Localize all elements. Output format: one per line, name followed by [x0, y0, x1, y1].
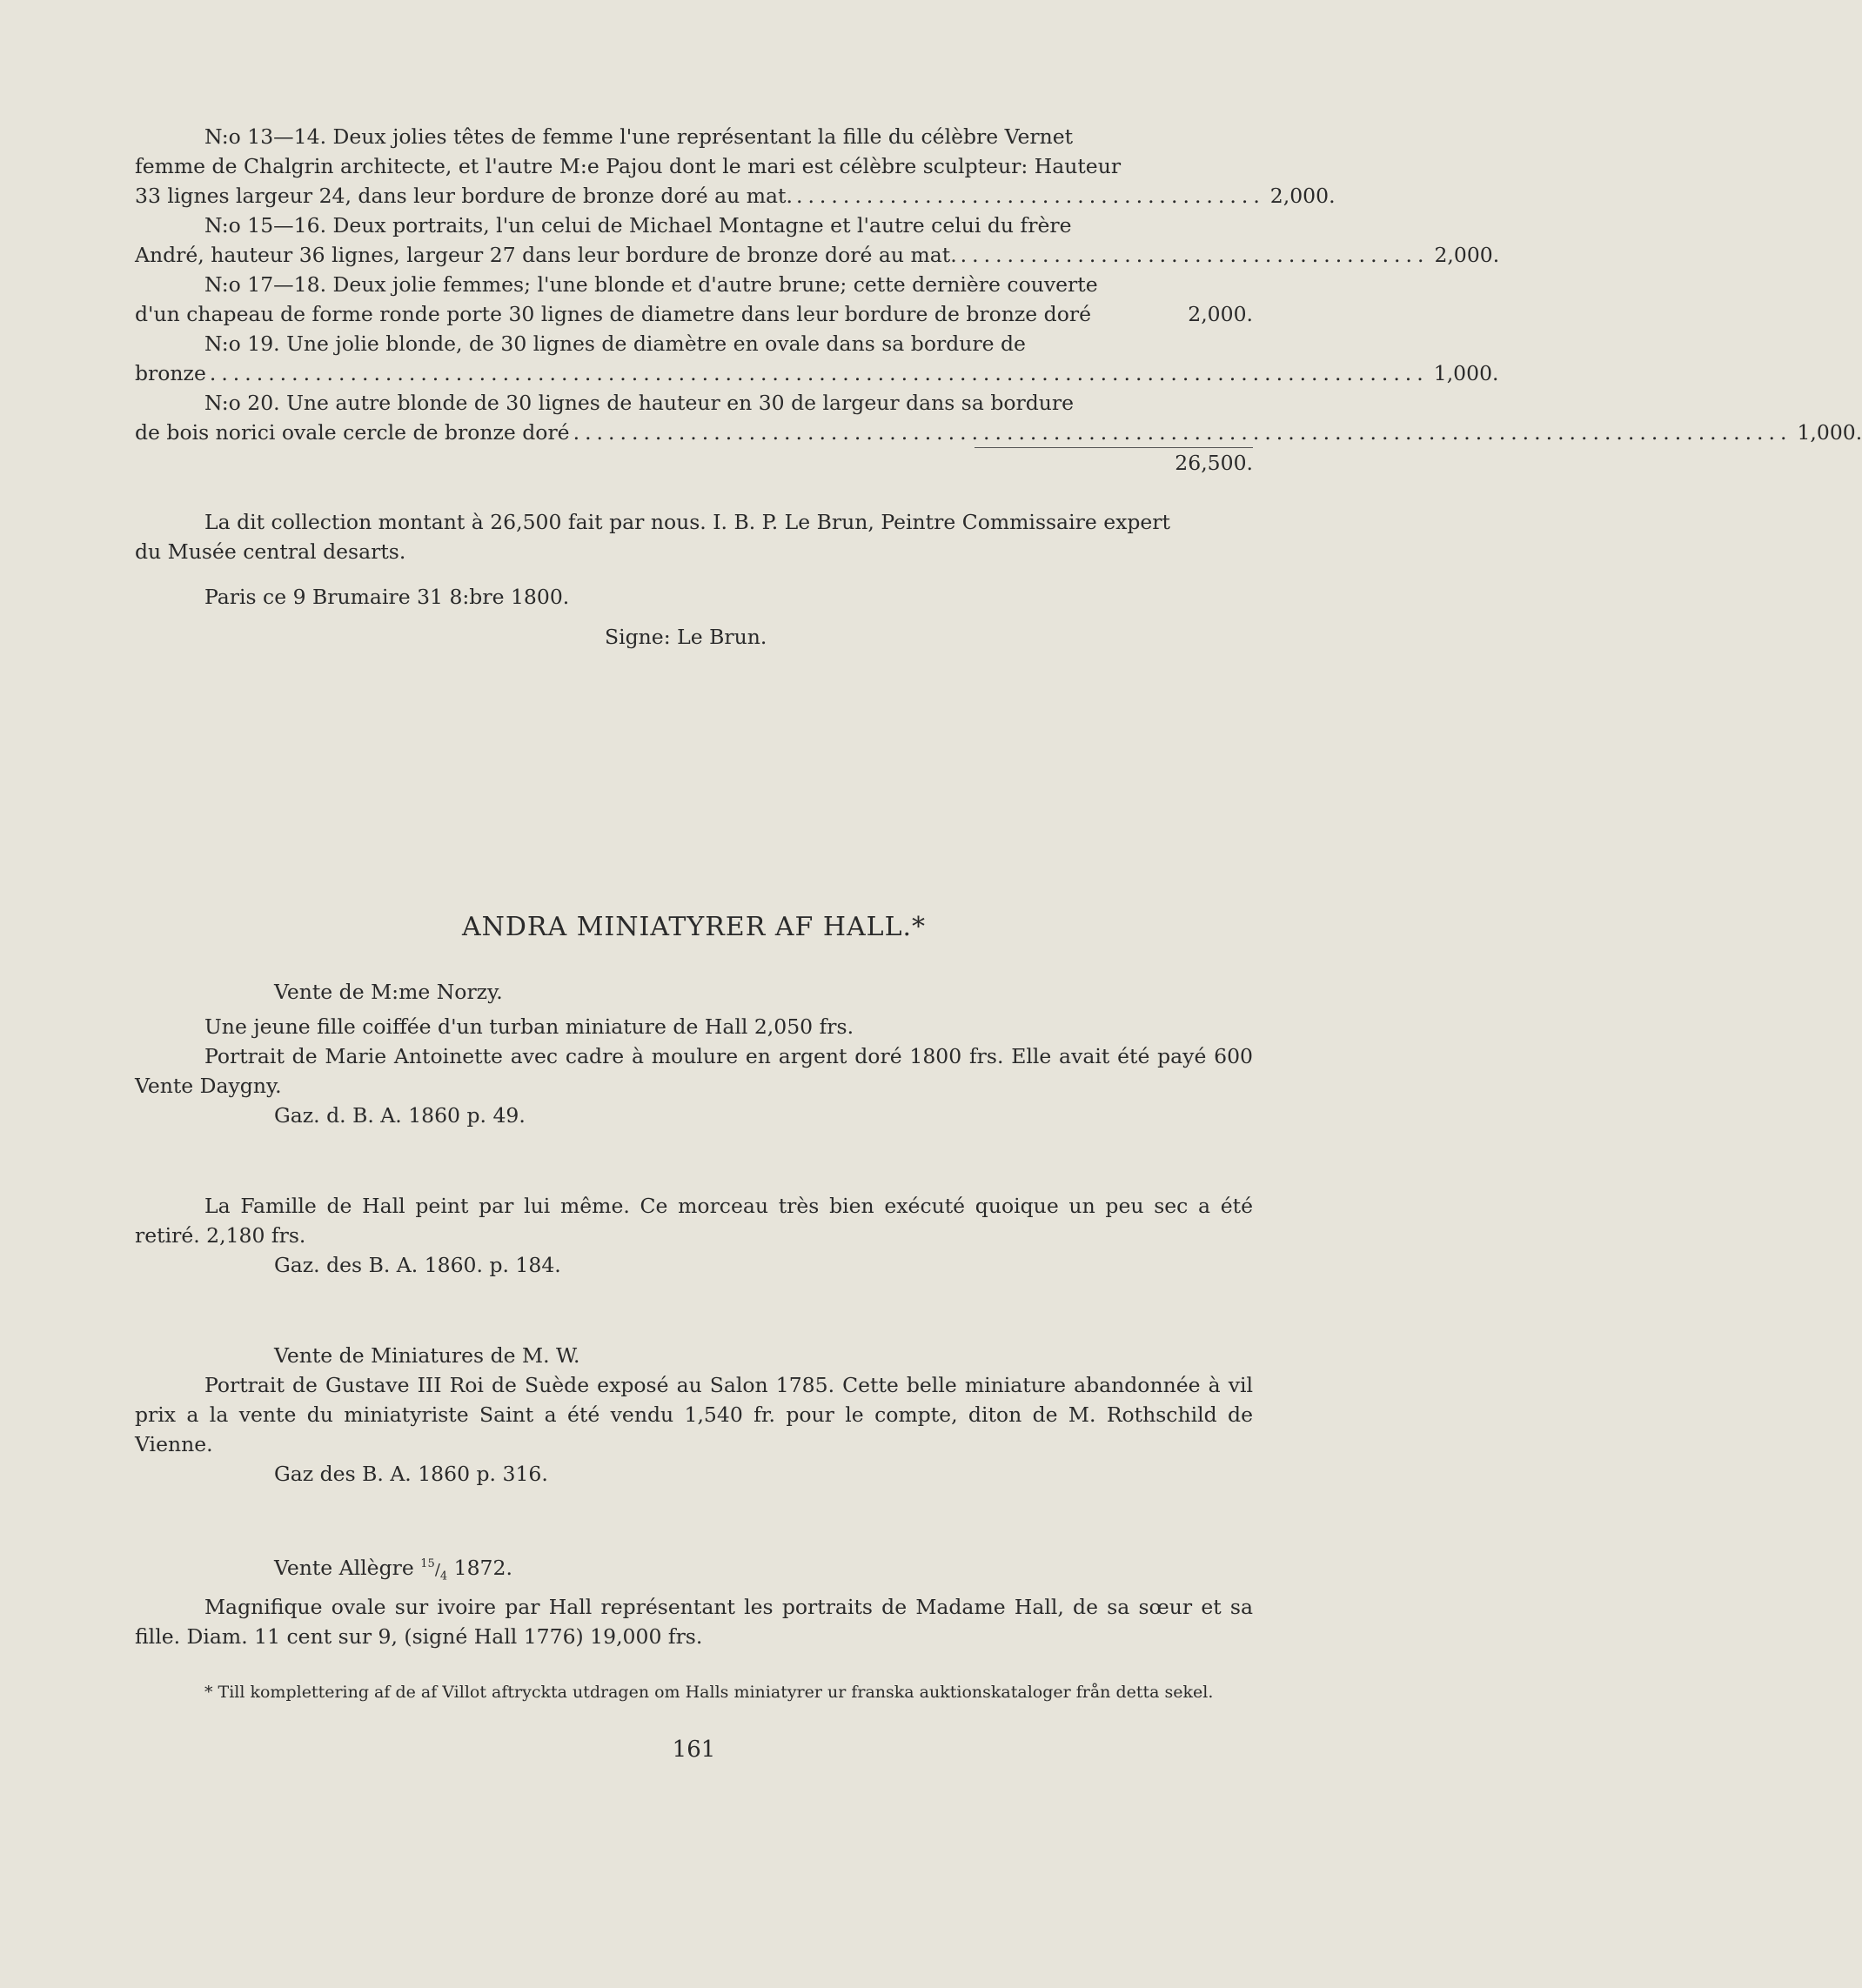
sale-item: La Famille de Hall peint par lui même. Ce morceau très bien exécuté quoique un peu sec a été retiré. 2,180 frs.	[135, 1194, 1253, 1248]
footnote: * Till komplettering af de af Villot aftryckta utdragen om Halls miniatyrer ur franska auktionskataloger från detta sekel.	[204, 1682, 1214, 1702]
reference: Gaz des B. A. 1860 p. 316.	[274, 1462, 548, 1486]
entry-text: d'un chapeau de forme ronde porte 30 lignes de diametre dans leur bordure de bronze doré	[135, 302, 1091, 326]
closing-text: du Musée central desarts.	[135, 539, 406, 564]
catalog-entry-15-16	[135, 211, 1500, 270]
dot-leader: ........................................	[960, 243, 1430, 267]
document-page	[135, 122, 1862, 1764]
sale-item: Portrait de Marie Antoinette avec cadre à moulure en argent doré 1800 frs. Elle avait été payé 600 Vente Daygny.	[135, 1044, 1253, 1098]
entry-price: 1,000.	[1433, 361, 1499, 385]
page-number: 161	[672, 1736, 716, 1763]
priced-line	[135, 240, 1500, 270]
dot-leader: ........................................................................................................	[573, 420, 1792, 445]
entry-text: André, hauteur 36 lignes, largeur 27 dans leur bordure de bronze doré au mat.	[135, 243, 957, 267]
closing-text: La dit collection montant à 26,500 fait par nous. I. B. P. Le Brun, Peintre Commissaire expert	[204, 510, 1170, 534]
entry-text: de bois norici ovale cercle de bronze doré	[135, 420, 570, 445]
sale-item: Une jeune fille coiffée d'un turban miniature de Hall 2,050 frs.	[204, 1014, 854, 1039]
entry-price: 1,000.	[1797, 420, 1862, 445]
entry-text: N:o 13—14. Deux jolies têtes de femme l'une représentant la fille du célèbre Vernet	[204, 124, 1074, 149]
catalog-entry-13-14	[135, 122, 1336, 211]
entry-text: N:o 19. Une jolie blonde, de 30 lignes de diamètre en ovale dans sa bordure de	[204, 331, 1026, 356]
entry-text: N:o 17—18. Deux jolie femmes; l'une blonde et d'autre brune; cette dernière couverte	[204, 272, 1098, 297]
priced-line	[135, 299, 1253, 329]
sale-title-text: Vente Allègre	[274, 1555, 414, 1580]
entry-text: bronze	[135, 361, 206, 385]
closing-date: Paris ce 9 Brumaire 31 8:bre 1800.	[204, 585, 570, 609]
priced-line	[135, 358, 1499, 388]
entry-price: 2,000.	[1269, 184, 1336, 208]
priced-line	[135, 181, 1336, 211]
sale-date-year: 1872.	[453, 1555, 512, 1580]
entry-text: N:o 20. Une autre blonde de 30 lignes de hauteur en 30 de largeur dans sa bordure	[204, 391, 1075, 415]
sale-date-month: 4	[439, 1570, 448, 1583]
sale-date-day: 15	[420, 1557, 435, 1570]
reference: Gaz. d. B. A. 1860 p. 49.	[274, 1103, 526, 1128]
sale-title: Vente de Miniatures de M. W.	[274, 1343, 580, 1368]
catalog-entry-17-18	[135, 270, 1253, 329]
dot-leader: ........................................................................................................	[209, 361, 1429, 385]
entry-price: 2,000.	[1188, 302, 1253, 326]
reference: Gaz. des B. A. 1860. p. 184.	[274, 1253, 561, 1277]
signature: Signe: Le Brun.	[605, 625, 767, 649]
sale-title: Vente Allègre $^{15}/_4$ 1872.	[274, 1555, 512, 1583]
catalog-entry-19	[135, 329, 1499, 388]
entry-text: femme de Chalgrin architecte, et l'autre M:e Pajou dont le mari est célèbre sculpteur: Hauteur	[135, 154, 1122, 178]
sale-item: Portrait de Gustave III Roi de Suède exposé au Salon 1785. Cette belle miniature abandonnée à vil prix a la vente du miniatyriste Saint a été vendu 1,540 fr. pour le compte, diton de M. Rothschild de Vienne.	[135, 1373, 1253, 1456]
catalog-total: 26,500.	[975, 447, 1253, 478]
total-row	[135, 447, 1253, 478]
entry-text: 33 lignes largeur 24, dans leur bordure de bronze doré au mat.	[135, 184, 793, 208]
entry-text: N:o 15—16. Deux portraits, l'un celui de Michael Montagne et l'autre celui du frère	[204, 213, 1072, 238]
priced-line	[135, 418, 1862, 447]
entry-price: 2,000.	[1434, 243, 1500, 267]
dot-leader: ........................................	[795, 184, 1265, 208]
sale-title: Vente de M:me Norzy.	[274, 980, 503, 1004]
sale-item: Magnifique ovale sur ivoire par Hall représentant les portraits de Madame Hall, de sa sœur et sa fille. Diam. 11 cent sur 9, (signé Hall 1776) 19,000 frs.	[135, 1594, 1253, 1649]
catalog-entry-20	[135, 388, 1862, 447]
section-heading: ANDRA MINIATYRER AF HALL.*	[461, 912, 927, 942]
